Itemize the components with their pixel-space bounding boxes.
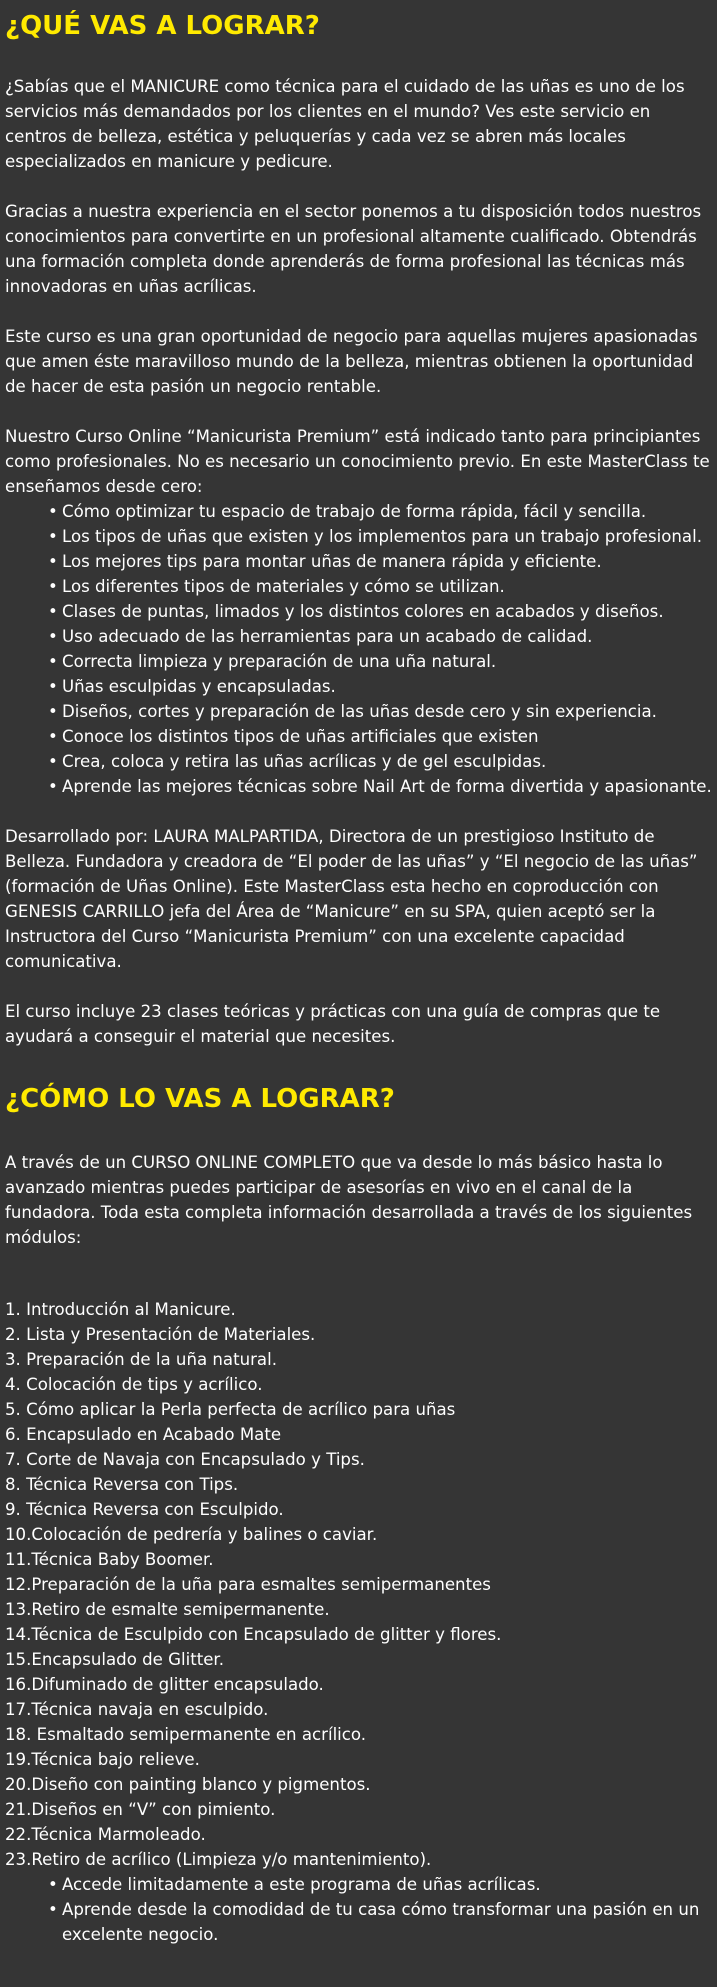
bullet-text: Uñas esculpidas y encapsuladas. <box>62 677 336 696</box>
module-item: 14.Técnica de Esculpido con Encapsulado de glitter y flores. <box>5 1625 502 1644</box>
bullet-dot-icon: • <box>48 752 58 771</box>
bullet-text: Cómo optimizar tu espacio de trabajo de forma rápida, fácil y sencilla. <box>62 502 647 521</box>
module-item: 3. Preparación de la uña natural. <box>5 1350 277 1369</box>
bullet-item <box>44 549 713 574</box>
paragraph-experience: Gracias a nuestra experiencia en el sector ponemos a tu disposición todos nuestros conocimientos para convertirte en un profesional altamente cualificado. Obtendrás una formación completa donde aprenderás de forma profesional las técnicas más innovadoras en uñas acrílicas. <box>5 202 702 296</box>
paragraph-opportunity: Este curso es una gran oportunidad de negocio para aquellas mujeres apasionadas que amen éste maravilloso mundo de la belleza, mientras obtienen la oportunidad de hacer de esta pasión un negocio rentable. <box>5 327 698 396</box>
module-item: 20.Diseño con painting blanco y pigmentos. <box>5 1775 371 1794</box>
module-item: 13.Retiro de esmalte semipermanente. <box>5 1600 330 1619</box>
module-item: 1. Introducción al Manicure. <box>5 1300 236 1319</box>
bullet-item <box>44 674 713 699</box>
bullet-item <box>44 524 713 549</box>
module-item: 2. Lista y Presentación de Materiales. <box>5 1325 316 1344</box>
module-item: 6. Encapsulado en Acabado Mate <box>5 1425 282 1444</box>
bullet-item <box>44 624 713 649</box>
bullet-text: Los diferentes tipos de materiales y cómo se utilizan. <box>62 577 505 596</box>
bullet-text: Diseños, cortes y preparación de las uñas desde cero y sin experiencia. <box>62 702 657 721</box>
bullet-dot-icon: • <box>48 727 58 746</box>
module-item: 4. Colocación de tips y acrílico. <box>5 1375 263 1394</box>
bullet-dot-icon: • <box>48 602 58 621</box>
module-item: 19.Técnica bajo relieve. <box>5 1750 200 1769</box>
bullet-item <box>44 749 713 774</box>
bullet-text: Aprende las mejores técnicas sobre Nail Art de forma divertida y apasionante. <box>62 777 712 796</box>
bullet-item <box>44 499 713 524</box>
module-item: 11.Técnica Baby Boomer. <box>5 1550 214 1569</box>
bullet-item <box>44 699 713 724</box>
bullet-text: Uso adecuado de las herramientas para un acabado de calidad. <box>62 627 593 646</box>
module-item: 23.Retiro de acrílico (Limpieza y/o mantenimiento). <box>5 1850 432 1869</box>
module-item: 5. Cómo aplicar la Perla perfecta de acrílico para uñas <box>5 1400 456 1419</box>
bullet-dot-icon: • <box>48 502 58 521</box>
bullet-item <box>44 774 713 799</box>
final-benefits-list <box>5 1872 713 1947</box>
paragraph-modules-intro: A través de un CURSO ONLINE COMPLETO que va desde lo más básico hasta lo avanzado mientras puedes participar de asesorías en vivo en el canal de la fundadora. Toda esta completa información desarrollada a través de los siguientes módulos: <box>5 1153 693 1247</box>
bullet-dot-icon: • <box>48 527 58 546</box>
module-item: 8. Técnica Reversa con Tips. <box>5 1475 239 1494</box>
bullet-text: Conoce los distintos tipos de uñas artificiales que existen <box>62 727 539 746</box>
bullet-dot-icon: • <box>48 652 58 671</box>
bullet-dot-icon: • <box>48 1875 58 1894</box>
module-item: 12.Preparación de la uña para esmaltes semipermanentes <box>5 1575 491 1594</box>
bullet-item <box>44 599 713 624</box>
module-item: 10.Colocación de pedrería y balines o caviar. <box>5 1525 378 1544</box>
module-item: 16.Difuminado de glitter encapsulado. <box>5 1675 324 1694</box>
bullet-text: Los mejores tips para montar uñas de manera rápida y eficiente. <box>62 552 602 571</box>
bullet-text: Los tipos de uñas que existen y los implementos para un trabajo profesional. <box>62 527 702 546</box>
bullet-dot-icon: • <box>48 777 58 796</box>
module-item: 9. Técnica Reversa con Esculpido. <box>5 1500 284 1519</box>
section-title-que-vas-a-lograr: ¿QUÉ VAS A LOGRAR? <box>5 11 320 41</box>
paragraph-intro: ¿Sabías que el MANICURE como técnica para el cuidado de las uñas es uno de los servicios más demandados por los clientes en el mundo? Ves este servicio en centros de belleza, estética y peluquerías y cada vez se abren más locales especializados en manicure y pedicure. <box>5 77 685 171</box>
module-item: 22.Técnica Marmoleado. <box>5 1825 206 1844</box>
module-item: 18. Esmaltado semipermanente en acrílico. <box>5 1725 367 1744</box>
bullet-text: Aprende desde la comodidad de tu casa cómo transformar una pasión en un excelente negocio. <box>62 1900 700 1944</box>
bullet-text: Crea, coloca y retira las uñas acrílicas y de gel esculpidas. <box>62 752 547 771</box>
bullet-dot-icon: • <box>48 627 58 646</box>
bullet-item <box>44 1872 713 1897</box>
bullet-item <box>44 724 713 749</box>
bullet-item <box>44 649 713 674</box>
bullet-text: Accede limitadamente a este programa de uñas acrílicas. <box>62 1875 541 1894</box>
bullet-dot-icon: • <box>48 677 58 696</box>
bullet-dot-icon: • <box>48 1900 58 1919</box>
bullet-text: Clases de puntas, limados y los distintos colores en acabados y diseños. <box>62 602 664 621</box>
module-item: 15.Encapsulado de Glitter. <box>5 1650 225 1669</box>
bullet-dot-icon: • <box>48 577 58 596</box>
modules-list <box>5 1297 713 1872</box>
module-item: 21.Diseños en “V” con pimiento. <box>5 1800 276 1819</box>
section-title-como-lo-vas-a-lograr: ¿CÓMO LO VAS A LOGRAR? <box>5 1084 395 1114</box>
paragraph-course-description: Nuestro Curso Online “Manicurista Premium” está indicado tanto para principiantes como profesionales. No es necesario un conocimiento previo. En este MasterClass te enseñamos desde cero: <box>5 427 710 496</box>
paragraph-developed-by: Desarrollado por: LAURA MALPARTIDA, Directora de un prestigioso Instituto de Belleza. Fundadora y creadora de “El poder de las uñas” y “El negocio de las uñas” (formación de Uñas Online). Este MasterClass esta hecho en coproducción con GENESIS CARRILLO jefa del Área de “Manicure” en su SPA, quien aceptó ser la Instructora del Curso “Manicurista Premium” con una excelente capacidad comunicativa. <box>5 827 698 971</box>
module-item: 17.Técnica navaja en esculpido. <box>5 1700 269 1719</box>
learning-outcomes-list <box>5 499 713 799</box>
paragraph-course-includes: El curso incluye 23 clases teóricas y prácticas con una guía de compras que te ayudará a conseguir el material que necesites. <box>5 1002 661 1046</box>
bullet-text: Correcta limpieza y preparación de una uña natural. <box>62 652 497 671</box>
bullet-item <box>44 574 713 599</box>
bullet-dot-icon: • <box>48 702 58 721</box>
bullet-item <box>44 1897 713 1947</box>
bullet-dot-icon: • <box>48 552 58 571</box>
module-item: 7. Corte de Navaja con Encapsulado y Tips. <box>5 1450 365 1469</box>
